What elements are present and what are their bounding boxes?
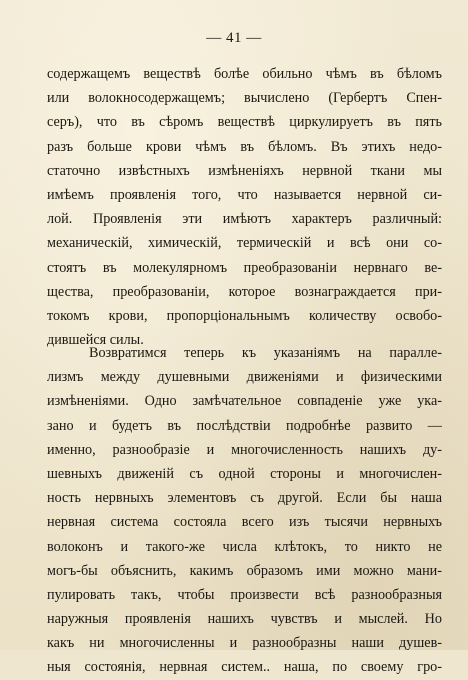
text-line: именно, разнообразіе и многочисленность нашихъ ду- [47, 441, 442, 458]
text-line: ность нервныхъ элементовъ съ другой. Если бы наша [47, 490, 442, 507]
text-line: токомъ крови, пропорціональнымъ количеству освобо- [47, 307, 442, 324]
text-line: щества, преобразованіи, которое вознаграждается при- [47, 283, 442, 300]
text-line: стоятъ въ молекулярномъ преобразованіи нервнаго ве- [47, 259, 442, 276]
text-line: лой. Проявленія эти имѣютъ характеръ различный: [47, 211, 442, 228]
text-line: разъ больше крови чѣмъ въ бѣломъ. Въ этихъ недо- [47, 138, 442, 155]
text-line: зано и будетъ въ послѣдствіи подробнѣе развито — [47, 417, 442, 434]
paragraph-2 [47, 341, 442, 680]
text-line: статочно извѣстныхъ измѣненіяхъ нервной ткани мы [47, 162, 442, 179]
text-line: шевныхъ движеній съ одной стороны и многочислен- [47, 465, 442, 482]
text-line: наружныя проявленія нашихъ чувствъ и мыслей. Но [47, 611, 442, 628]
text-line: или волокносодержащемъ; вычислено (Гербертъ Спен- [47, 90, 442, 107]
text-line: пулировать такъ, чтобы произвести всѣ разнообразныя [47, 586, 442, 603]
text-line: ныя состоянія, нервная систем.. наша, по своему гро- [47, 659, 442, 676]
text-line: Возвратимся теперь къ указаніямъ на паралле- [89, 345, 442, 361]
text-line: механическій, химическій, термическій и всѣ они со- [47, 235, 442, 252]
text-line: дившейся силы. [47, 332, 144, 349]
text-line: лизмъ между душевными движеніями и физическими [47, 369, 442, 386]
text-line: измѣненіями. Одно замѣчательное совпаденіе уже ука- [47, 393, 442, 410]
text-line: волоконъ и такого-же числа клѣтокъ, то никто не [47, 538, 442, 555]
paragraph-1 [47, 62, 442, 352]
text-line: могъ-бы объяснить, какимъ образомъ ими можно мани- [47, 562, 442, 579]
text-line: содержащемъ веществѣ болѣе обильно чѣмъ въ бѣломъ [47, 66, 442, 82]
text-line: какъ ни многочисленны и разнообразны наши душев- [47, 635, 442, 652]
text-line: серъ), что въ сѣромъ веществѣ циркулируетъ въ пять [47, 114, 442, 131]
text-line: имѣемъ проявленія того, что называется нервной си- [47, 186, 442, 203]
page-number: — 41 — [206, 30, 262, 46]
text-line: нервная система состояла всего изъ тысячи нервныхъ [47, 514, 442, 531]
